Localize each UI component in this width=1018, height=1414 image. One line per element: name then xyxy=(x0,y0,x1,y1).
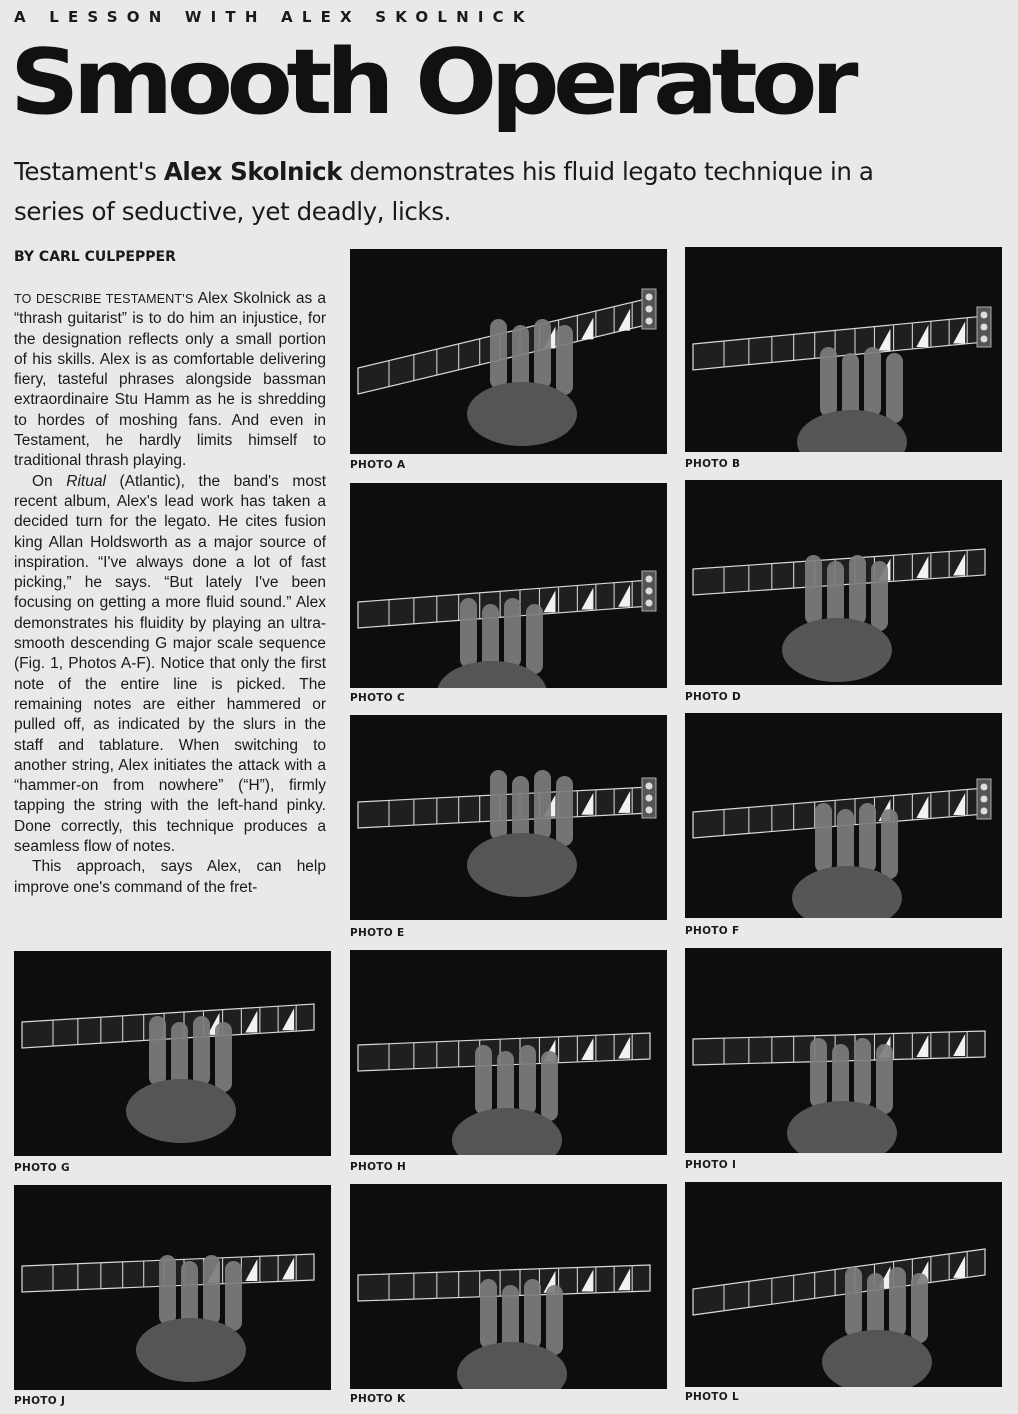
photo-b xyxy=(685,247,1002,452)
photo-caption-j: PHOTO J xyxy=(14,1395,66,1407)
photo-caption-c: PHOTO C xyxy=(350,692,405,704)
photo-caption-f: PHOTO F xyxy=(685,925,740,937)
photo-caption-e: PHOTO E xyxy=(350,927,405,939)
photo-h xyxy=(350,950,667,1155)
guitar-fretboard-photo xyxy=(685,480,1002,685)
article-paragraph-1 xyxy=(14,289,326,472)
photo-c xyxy=(350,483,667,688)
series-kicker: A LESSON WITH ALEX SKOLNICK xyxy=(14,8,534,26)
photo-caption-i: PHOTO I xyxy=(685,1159,737,1171)
article-paragraph-3 xyxy=(14,857,326,898)
photo-caption-b: PHOTO B xyxy=(685,458,741,470)
paragraph-2-text: (Atlantic), the band's most recent album, Alex's lead work has taken a decided turn for the legato. He cites fusion king Allan Holdsworth as a major source of inspiration. “I've always done a lot of fast picking,” he says. “But lately I've been focusing on getting a more fluid sound.” Alex demonstrates his fluidity by playing an ultra-smooth descending G major scale sequence (Fig. 1, Photos A-F). Notice that only the first note of the entire line is picked. The remaining notes are either hammered or pulled off, as indicated by the slurs in the staff and tablature. When switching to another string, Alex initiates the attack with a “hammer-on from nowhere” (“H”), firmly tapping the string with the left-hand pinky. Done correctly, this technique produces a seamless flow of notes. xyxy=(14,472,326,856)
deck-text-2: demonstrates his fluid legato technique in a series of seductive, yet deadly, licks. xyxy=(14,157,874,226)
photo-j xyxy=(14,1185,331,1390)
guitar-fretboard-photo xyxy=(14,951,331,1156)
deck-artist-name: Alex Skolnick xyxy=(163,157,343,186)
photo-e xyxy=(350,715,667,920)
photo-i xyxy=(685,948,1002,1153)
guitar-fretboard-photo xyxy=(350,1184,667,1389)
photo-caption-a: PHOTO A xyxy=(350,459,406,471)
paragraph-1-text: Alex Skolnick as a “thrash guitarist” is to do him an injustice, for the designation reflects only a small portion of his skills. Alex is as comfortable delivering fiery, tasteful phrases alongside bassman extraordinaire Stu Hamm as he is shredding to hordes of moshing fans. And even in Testament, he hardly limits himself to traditional thrash playing. xyxy=(14,290,326,470)
album-title: Ritual xyxy=(66,472,106,490)
article-paragraph-2 xyxy=(14,472,326,858)
guitar-fretboard-photo xyxy=(350,483,667,688)
photo-g xyxy=(14,951,331,1156)
guitar-fretboard-photo xyxy=(685,247,1002,452)
guitar-fretboard-photo xyxy=(14,1185,331,1390)
lead-in: TO DESCRIBE TESTAMENT'S xyxy=(14,292,194,306)
paragraph-3-text: This approach, says Alex, can help improve one's command of the fret- xyxy=(14,858,326,896)
guitar-fretboard-photo xyxy=(350,715,667,920)
photo-f xyxy=(685,713,1002,918)
guitar-fretboard-photo xyxy=(350,950,667,1155)
deck xyxy=(14,152,914,232)
article-body xyxy=(14,289,326,935)
guitar-fretboard-photo xyxy=(350,249,667,454)
photo-a xyxy=(350,249,667,454)
paragraph-2-start: On xyxy=(32,472,67,490)
photo-caption-k: PHOTO K xyxy=(350,1393,406,1405)
photo-caption-g: PHOTO G xyxy=(14,1162,70,1174)
photo-caption-d: PHOTO D xyxy=(685,691,741,703)
photo-d xyxy=(685,480,1002,685)
photo-caption-l: PHOTO L xyxy=(685,1391,739,1403)
photo-k xyxy=(350,1184,667,1389)
guitar-fretboard-photo xyxy=(685,1182,1002,1387)
guitar-fretboard-photo xyxy=(685,713,1002,918)
photo-caption-h: PHOTO H xyxy=(350,1161,407,1173)
photo-l xyxy=(685,1182,1002,1387)
deck-text-1: Testament's xyxy=(14,157,164,186)
guitar-fretboard-photo xyxy=(685,948,1002,1153)
byline: BY CARL CULPEPPER xyxy=(14,249,176,265)
page-title: Smooth Operator xyxy=(10,30,853,135)
